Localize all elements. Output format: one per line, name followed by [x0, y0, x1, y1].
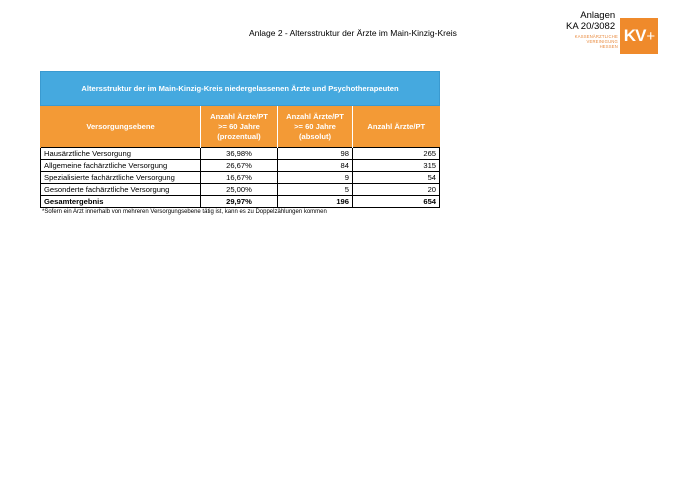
cell-absolute: 196 [278, 196, 353, 208]
cell-level: Spezialisierte fachärztliche Versorgung [41, 172, 201, 184]
cell-percent: 29,97% [201, 196, 278, 208]
cell-absolute: 84 [278, 160, 353, 172]
logo-text [566, 35, 618, 49]
annex-number: KA 20/3082 [566, 21, 616, 32]
cell-percent: 25,00% [201, 184, 278, 196]
column-header-percent-line2: >= 60 Jahre [218, 121, 260, 131]
cell-absolute: 5 [278, 184, 353, 196]
cell-total: 265 [353, 148, 440, 160]
annex-label: Anlagen [580, 10, 616, 21]
table-row [41, 148, 440, 160]
cell-total: 54 [353, 172, 440, 184]
table-title: Altersstruktur der im Main-Kinzig-Kreis niedergelassenen Ärzte und Psychotherapeuten [41, 72, 440, 106]
cell-total: 654 [353, 196, 440, 208]
cell-total: 20 [353, 184, 440, 196]
cell-level: Allgemeine fachärztliche Versorgung [41, 160, 201, 172]
footnote: *Sofern ein Arzt innerhalb von mehreren Versorgungsebene tätig ist, kann es zu Doppelzählungen kommen [42, 209, 327, 215]
column-header-absolute-line2: >= 60 Jahre [294, 121, 336, 131]
total-row [41, 196, 440, 208]
cell-absolute: 98 [278, 148, 353, 160]
column-header-absolute [278, 106, 353, 148]
column-header-total: Anzahl Ärzte/PT [353, 106, 440, 148]
cell-level: Hausärztliche Versorgung [41, 148, 201, 160]
cell-percent: 36,98% [201, 148, 278, 160]
logo-line-1: KASSENÄRZTLICHE [574, 34, 618, 39]
cell-total: 315 [353, 160, 440, 172]
cell-absolute: 9 [278, 172, 353, 184]
table-title-row [41, 72, 440, 106]
column-header-percent [201, 106, 278, 148]
cell-percent: 16,67% [201, 172, 278, 184]
table-row [41, 172, 440, 184]
column-header-level: Versorgungsebene [41, 106, 201, 148]
table-row [41, 160, 440, 172]
cell-percent: 26,67% [201, 160, 278, 172]
age-structure-table [40, 71, 440, 208]
column-header-absolute-line1: Anzahl Ärzte/PT [286, 111, 344, 121]
logo-plus-icon: + [646, 27, 655, 45]
logo-mark-letters: KV [623, 26, 646, 45]
logo-line-3: HESSEN [599, 43, 618, 49]
cell-level: Gesonderte fachärztliche Versorgung [41, 184, 201, 196]
page-title: Anlage 2 - Altersstruktur der Ärzte im Main-Kinzig-Kreis [249, 28, 457, 38]
column-header-percent-line1: Anzahl Ärzte/PT [210, 111, 268, 121]
cell-level: Gesamtergebnis [41, 196, 201, 208]
kvh-logo [566, 18, 658, 54]
logo-mark [620, 18, 658, 54]
logo-line-2: VEREINIGUNG [586, 38, 618, 44]
table-row [41, 184, 440, 196]
table-header-row [41, 106, 440, 148]
column-header-percent-line3: (prozentual) [217, 131, 261, 141]
column-header-absolute-line3: (absolut) [298, 131, 332, 141]
